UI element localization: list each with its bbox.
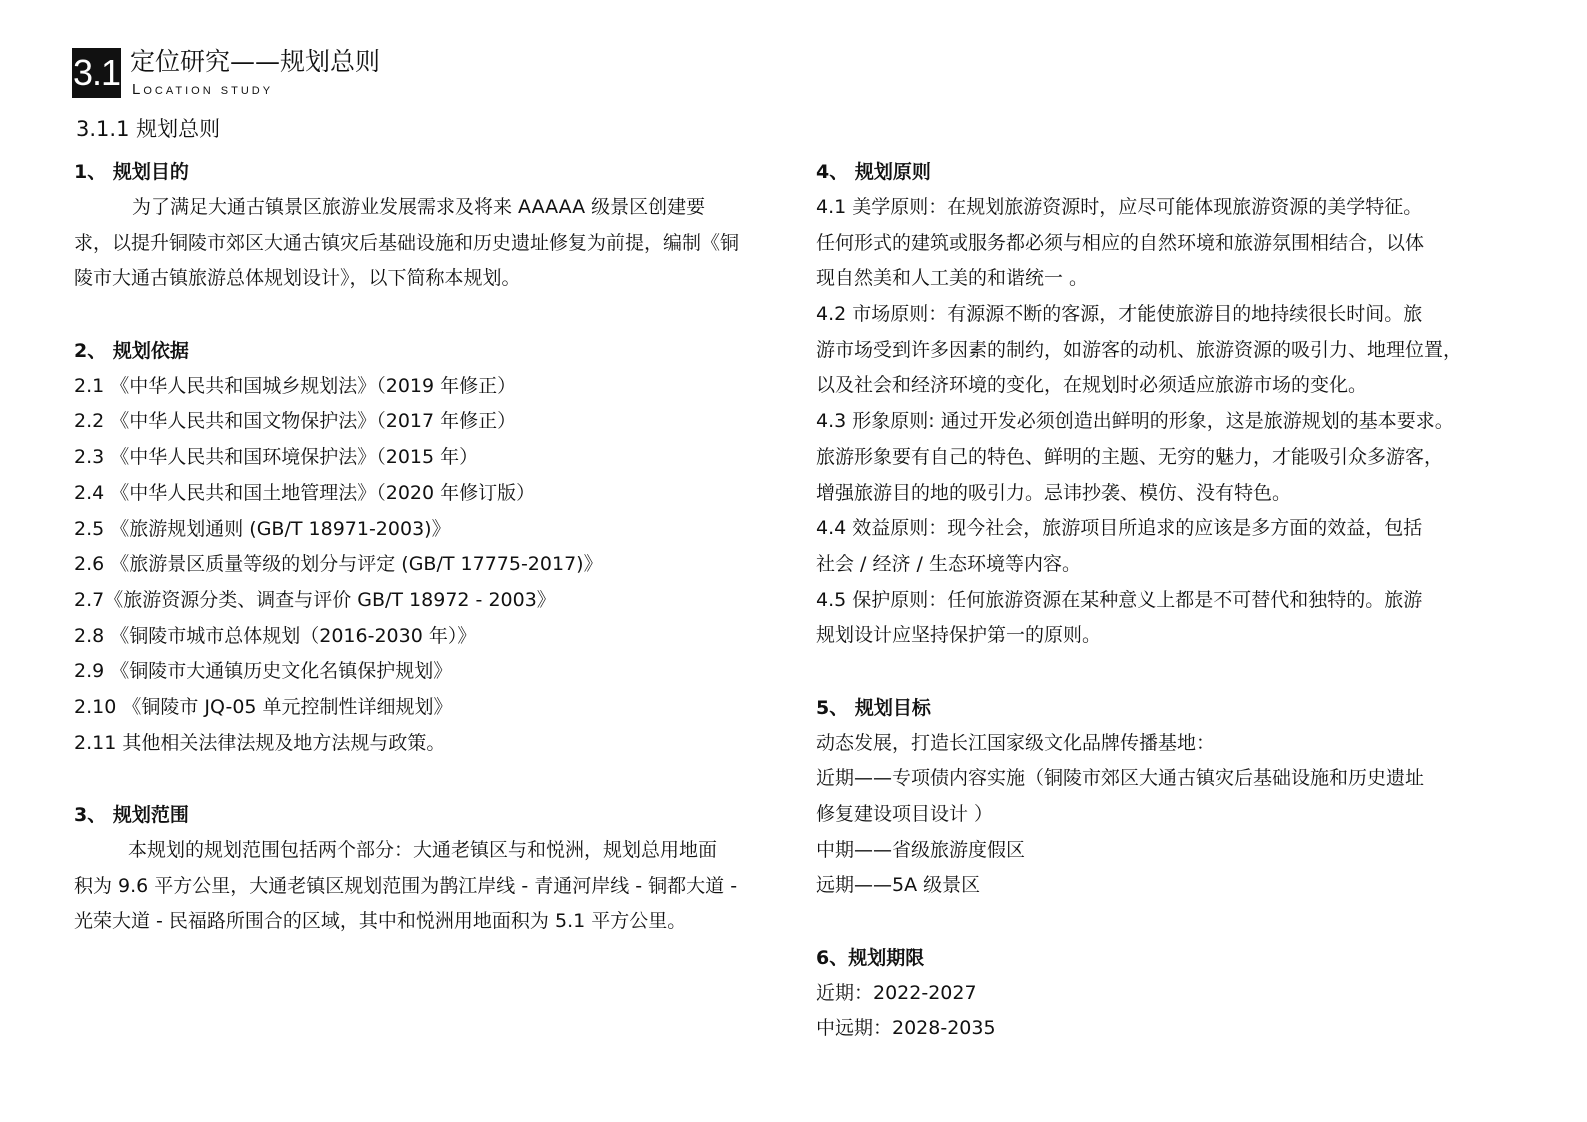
paragraph-line: 远期——5A 级景区: [816, 874, 981, 897]
paragraph-line: 现自然美和人工美的和谐统一 。: [816, 267, 1089, 290]
paragraph-line: 4.5 保护原则：任何旅游资源在某种意义上都是不可替代和独特的。旅游: [816, 588, 1423, 611]
paragraph-line: 4.1 美学原则：在规划旅游资源时，应尽可能体现旅游资源的美学特征。: [816, 196, 1423, 218]
section-heading: 3、 规划范围: [74, 804, 189, 826]
section-number-badge: 3.1: [72, 48, 121, 98]
section-title-english: Location study: [132, 81, 274, 98]
subsection-title: 3.1.1 规划总则: [76, 117, 221, 141]
list-item: 2.3 《中华人民共和国环境保护法》（2015 年）: [74, 446, 479, 469]
spacer: [74, 297, 796, 333]
list-item: 2.10 《铜陵市 JQ-05 单元控制性详细规划》: [74, 695, 453, 718]
spacer: [816, 904, 1502, 940]
spacer: [74, 761, 796, 797]
paragraph-line: 动态发展，打造长江国家级文化品牌传播基地：: [816, 731, 1216, 754]
planning-basis-section: [74, 333, 796, 762]
paragraph-line: 社会 / 经济 / 生态环境等内容。: [816, 552, 1081, 575]
planning-goals-section: [816, 690, 1502, 904]
paragraph-line: 旅游形象要有自己的特色、鲜明的主题、无穷的魅力，才能吸引众多游客，: [816, 445, 1444, 468]
paragraph-line: 以及社会和经济环境的变化，在规划时必须适应旅游市场的变化。: [816, 374, 1368, 397]
planning-purpose-section: [74, 154, 796, 297]
list-item: 2.4 《中华人民共和国土地管理法》（2020 年修订版）: [74, 481, 536, 504]
paragraph-line: 4.3 形象原则: 通过开发必须创造出鲜明的形象，这是旅游规划的基本要求。: [816, 410, 1454, 433]
list-item: 2.7《旅游资源分类、调查与评价 GB/T 18972 - 2003》: [74, 588, 556, 611]
paragraph-line: 本规划的规划范围包括两个部分：大通老镇区与和悦洲，规划总用地面: [128, 839, 718, 861]
paragraph-line: 光荣大道 - 民福路所围合的区域，其中和悦洲用地面积为 5.1 平方公里。: [74, 910, 687, 933]
paragraph-line: 近期：2022-2027: [816, 981, 977, 1004]
paragraph-line: 增强旅游目的地的吸引力。忌讳抄袭、模仿、没有特色。: [816, 481, 1292, 504]
planning-principles-section: [816, 154, 1502, 654]
paragraph-line: 求，以提升铜陵市郊区大通古镇灾后基础设施和历史遗址修复为前提，编制《铜: [74, 231, 740, 254]
right-column: [816, 154, 1502, 1047]
paragraph-line: 游市场受到许多因素的制约，如游客的动机、旅游资源的吸引力、地理位置，: [816, 338, 1463, 361]
paragraph-line: 近期——专项债内容实施（铜陵市郊区大通古镇灾后基础设施和历史遗址: [816, 767, 1425, 790]
section-title: 定位研究——规划总则: [130, 47, 381, 76]
paragraph-line: 4.2 市场原则：有源源不断的客源，才能使旅游目的地持续很长时间。旅: [816, 303, 1423, 326]
section-heading: 6、规划期限: [816, 946, 925, 969]
list-item: 2.8 《铜陵市城市总体规划（2016-2030 年）》: [74, 624, 477, 647]
paragraph-line: 规划设计应坚持保护第一的原则。: [816, 624, 1102, 647]
list-item: 2.5 《旅游规划通则 (GB/T 18971-2003)》: [74, 517, 451, 540]
left-column: [74, 154, 796, 940]
spacer: [816, 654, 1502, 690]
section-heading: 1、 规划目的: [74, 161, 189, 183]
list-item: 2.6 《旅游景区质量等级的划分与评定 (GB/T 17775-2017)》: [74, 553, 603, 576]
paragraph-line: 中远期：2028-2035: [816, 1017, 996, 1040]
list-item: 2.1 《中华人民共和国城乡规划法》（2019 年修正）: [74, 374, 517, 397]
paragraph-line: 4.4 效益原则：现今社会，旅游项目所追求的应该是多方面的效益，包括: [816, 517, 1423, 540]
section-heading: 2、 规划依据: [74, 339, 189, 362]
paragraph-line: 任何形式的建筑或服务都必须与相应的自然环境和旅游氛围相结合，以体: [816, 231, 1425, 254]
planning-period-section: [816, 940, 1502, 1047]
paragraph-line: 中期——省级旅游度假区: [816, 838, 1026, 861]
paragraph-line: 修复建设项目设计 ）: [816, 803, 994, 825]
paragraph-line: 为了满足大通古镇景区旅游业发展需求及将来 AAAAA 级景区创建要: [132, 196, 706, 218]
planning-scope-section: [74, 797, 796, 940]
list-item: 2.2 《中华人民共和国文物保护法》（2017 年修正）: [74, 410, 517, 433]
list-item: 2.11 其他相关法律法规及地方法规与政策。: [74, 731, 446, 754]
section-heading: 4、 规划原则: [816, 161, 931, 183]
list-item: 2.9 《铜陵市大通镇历史文化名镇保护规划》: [74, 660, 453, 683]
section-heading: 5、 规划目标: [816, 696, 931, 719]
paragraph-line: 陵市大通古镇旅游总体规划设计》，以下简称本规划。: [74, 267, 521, 290]
paragraph-line: 积为 9.6 平方公里，大通老镇区规划范围为鹊江岸线 - 青通河岸线 - 铜都大道 -: [74, 874, 738, 897]
